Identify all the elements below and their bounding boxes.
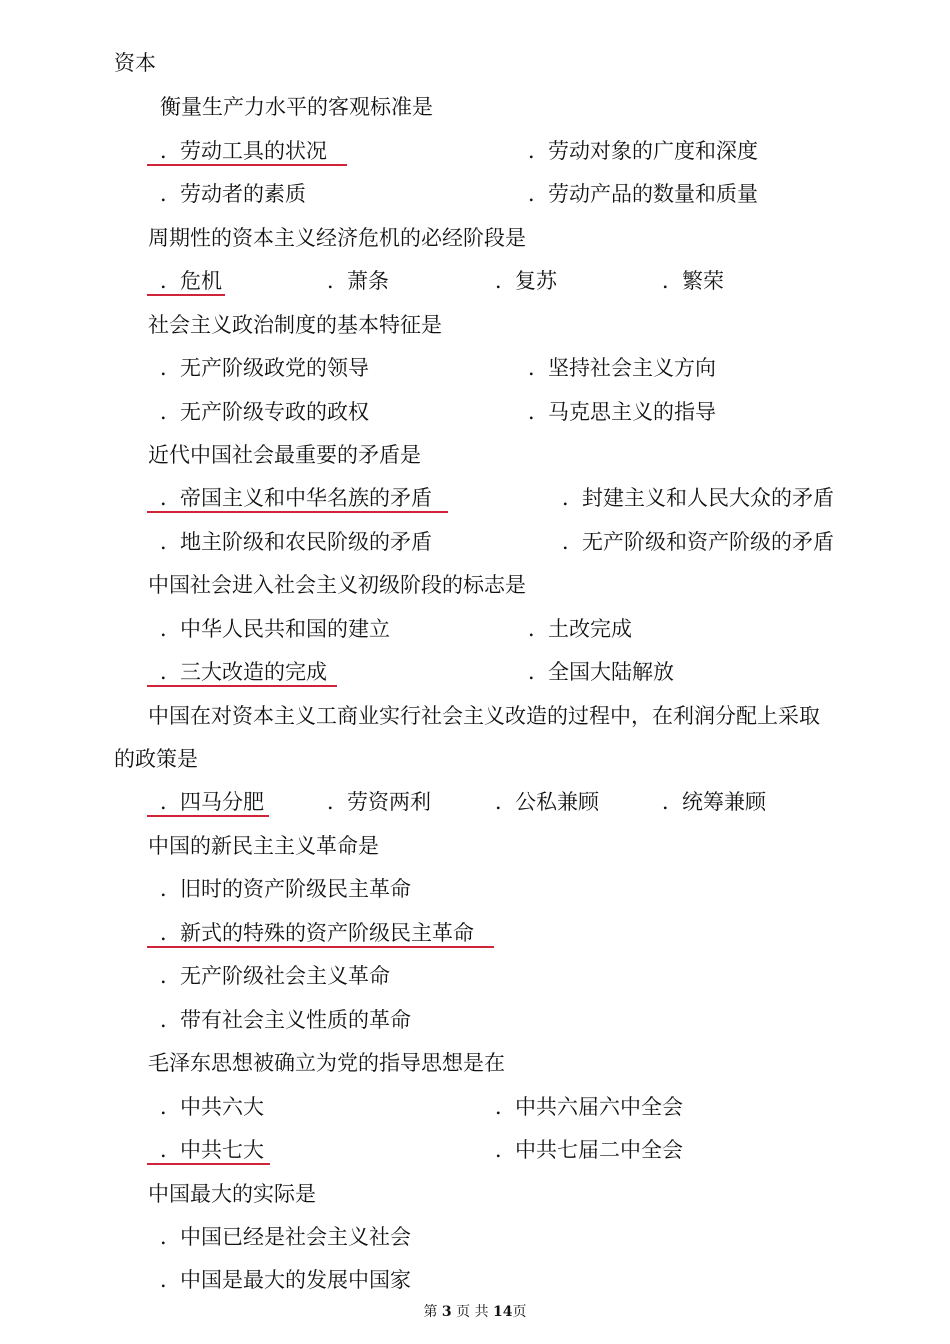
question-text: 衡量生产力水平的客观标准是 <box>160 95 433 119</box>
question-text: 周期性的资本主义经济危机的必经阶段是 <box>148 226 526 250</box>
option-a: ．危机 <box>160 269 222 293</box>
option-d: ．马克思主义的指导 <box>528 400 716 424</box>
answer-underline <box>147 685 337 687</box>
question-text-line1: 中国在对资本主义工商业实行社会主义改造的过程中，在利润分配上采取 <box>148 704 820 728</box>
option-a: ．中共六大 <box>160 1095 264 1119</box>
option-b: ．坚持社会主义方向 <box>528 356 716 380</box>
option-c: ．地主阶级和农民阶级的矛盾 <box>160 530 432 554</box>
answer-underline <box>147 164 347 166</box>
total-pages: 14 <box>493 1304 513 1320</box>
option-a: ．中国已经是社会主义社会 <box>160 1225 411 1249</box>
question-text-line2: 的政策是 <box>114 747 198 771</box>
option-b: ．萧条 <box>327 269 389 293</box>
option-c: ．中共七大 <box>160 1138 264 1162</box>
option-c: ．劳动者的素质 <box>160 182 306 206</box>
option-d: ．统筹兼顾 <box>662 790 766 814</box>
answer-underline <box>147 511 448 513</box>
question-text: 近代中国社会最重要的矛盾是 <box>148 443 421 467</box>
option-dot: ． <box>160 139 181 163</box>
heading-fragment: 资本 <box>114 51 156 75</box>
option-b: ．土改完成 <box>528 617 632 641</box>
option-d: ．劳动产品的数量和质量 <box>528 182 758 206</box>
page-footer: 第 3 页 共 14页 <box>423 1304 527 1320</box>
option-a: ．中华人民共和国的建立 <box>160 617 390 641</box>
option-c: ．三大改造的完成 <box>160 660 327 684</box>
option-d: ．繁荣 <box>662 269 724 293</box>
option-a: ．无产阶级政党的领导 <box>160 356 369 380</box>
option-a: ．帝国主义和中华名族的矛盾 <box>160 486 432 510</box>
answer-underline <box>147 1163 270 1165</box>
question-text: 中国社会进入社会主义初级阶段的标志是 <box>148 573 526 597</box>
page-number: 3 <box>441 1304 452 1320</box>
option-b: ．劳动对象的广度和深度 <box>528 139 758 163</box>
option-a: ．劳动工具的状况 <box>160 135 327 167</box>
option-d: ．带有社会主义性质的革命 <box>160 1008 411 1032</box>
option-a: ．旧时的资产阶级民主革命 <box>160 877 411 901</box>
option-b: ．劳资两利 <box>327 790 431 814</box>
option-b: ．新式的特殊的资产阶级民主革命 <box>160 921 474 945</box>
option-d: ．无产阶级和资产阶级的矛盾 <box>562 530 834 554</box>
answer-underline <box>147 294 225 296</box>
option-c: ．公私兼顾 <box>495 790 599 814</box>
option-c: ．无产阶级社会主义革命 <box>160 964 390 988</box>
question-text: 中国的新民主主义革命是 <box>148 834 379 858</box>
question-text: 社会主义政治制度的基本特征是 <box>148 313 442 337</box>
option-a: ．四马分肥 <box>160 790 264 814</box>
option-d: ．中共七届二中全会 <box>495 1138 683 1162</box>
option-c: ．复苏 <box>495 269 557 293</box>
answer-underline <box>147 815 269 817</box>
option-c: ．无产阶级专政的政权 <box>160 400 369 424</box>
answer-underline <box>147 946 494 948</box>
question-text: 毛泽东思想被确立为党的指导思想是在 <box>148 1051 505 1075</box>
option-d: ．全国大陆解放 <box>528 660 674 684</box>
option-b: ．中国是最大的发展中国家 <box>160 1268 411 1292</box>
question-text: 中国最大的实际是 <box>148 1182 316 1206</box>
option-b: ．封建主义和人民大众的矛盾 <box>562 486 834 510</box>
option-b: ．中共六届六中全会 <box>495 1095 683 1119</box>
